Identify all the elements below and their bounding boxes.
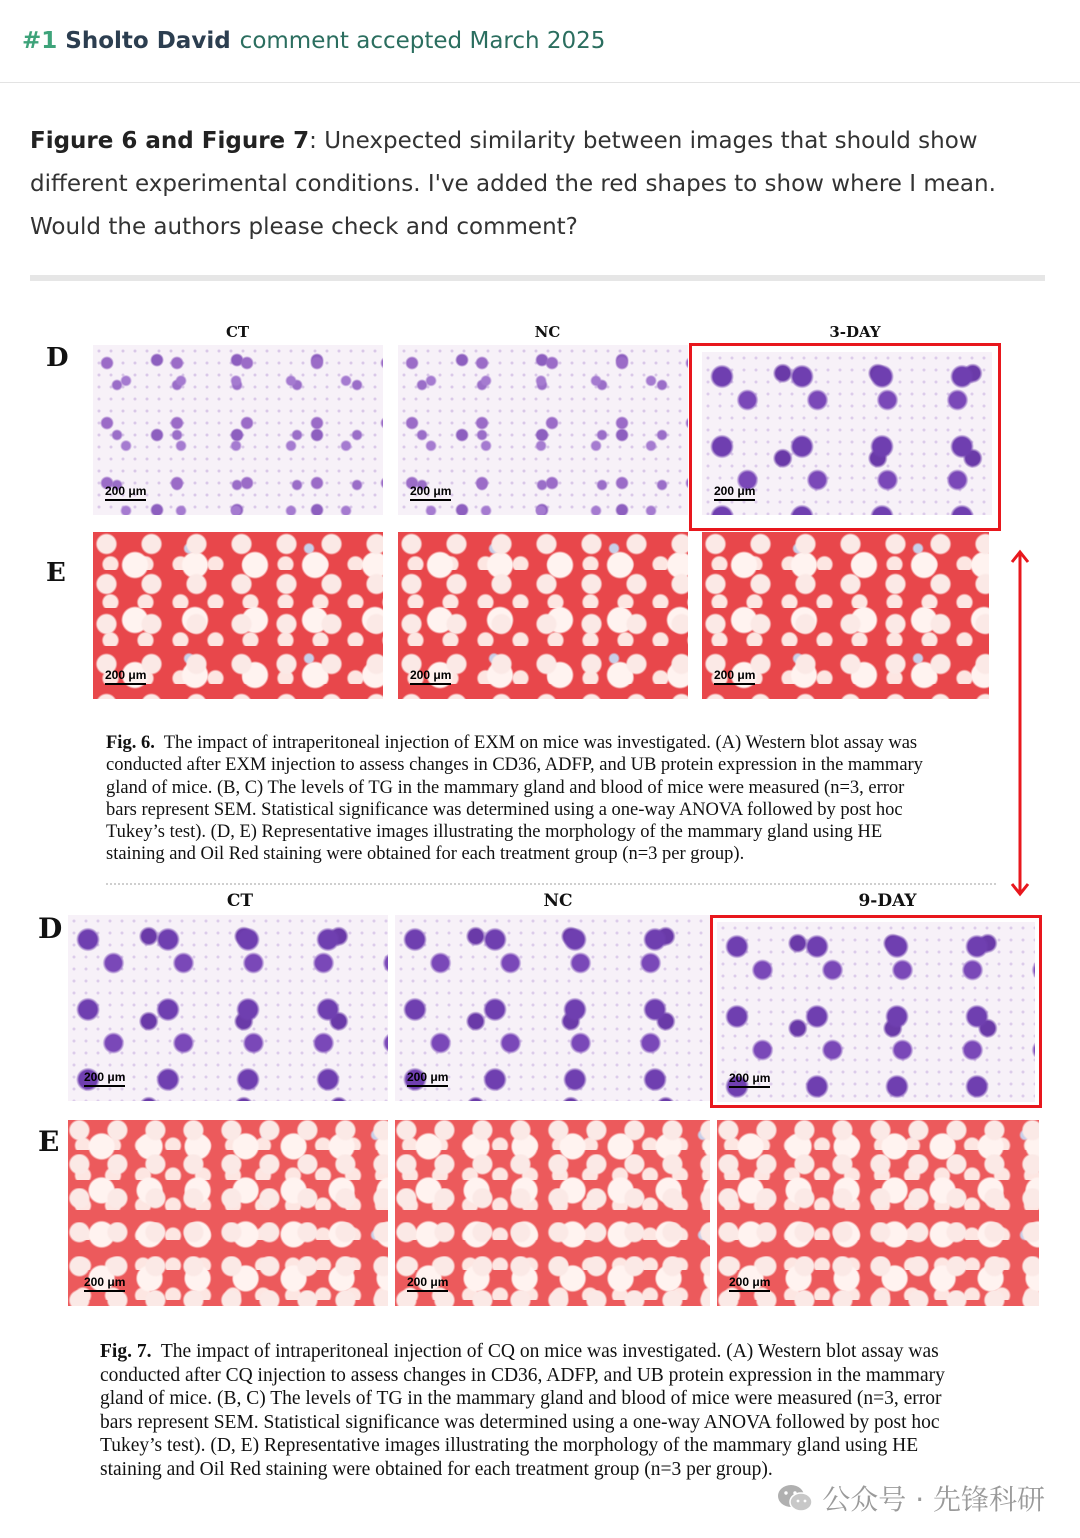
comment-author[interactable]: Sholto David [65, 28, 231, 54]
figure-separator [106, 883, 996, 885]
fig6-col-ct: CT [225, 323, 250, 341]
fig7-oil-9day [717, 1120, 1039, 1306]
fig6-oil-nc [398, 532, 688, 699]
fig7-caption-line: staining and Oil Red staining were obtained for each treatment group (n=3 per group). [100, 1458, 773, 1480]
fig7-he-nc [395, 915, 710, 1101]
fig7-he-ct [68, 915, 388, 1101]
comment-text: : Unexpected similarity between images that should show different experimental conditions. I've added the red shapes to show where I mean. Would the authors please check and comment? [30, 128, 996, 240]
fig6-row-e-label: E [46, 558, 66, 588]
fig7-caption-line: conducted after CQ injection to assess changes in CD36, ADFP, and UB protein expression in the mammary [100, 1364, 945, 1386]
fig7-caption-label: Fig. 7. [100, 1341, 152, 1362]
fig6-oil-ct [93, 532, 383, 699]
scale-bar: 200 μm [407, 1070, 448, 1087]
fig6-he-ct [93, 345, 383, 515]
fig7-col-ct: CT [226, 891, 254, 911]
fig7-caption [100, 1340, 1040, 1482]
fig6-caption-line: Tukey’s test). (D, E) Representative images illustrating the morphology of the mammary gland using HE [106, 822, 883, 843]
watermark-text: 公众号 · 先锋科研 [822, 1483, 1045, 1516]
fig6-caption-line: staining and Oil Red staining were obtained for each treatment group (n=3 per group). [106, 844, 745, 865]
fig7-oil-nc [395, 1120, 710, 1306]
comment-header [0, 0, 1080, 83]
scale-bar: 200 μm [84, 1275, 125, 1292]
highlight-box-fig7 [710, 915, 1042, 1108]
comment-body [30, 120, 1030, 249]
comment-status: comment accepted March 2025 [239, 28, 606, 54]
fig6-he-nc [398, 345, 688, 515]
scale-bar: 200 μm [84, 1070, 125, 1087]
fig6-caption-line: gland of mice. (B, C) The levels of TG in the mammary gland and blood of mice were measured (n=3, error [106, 777, 905, 798]
fig7-col-nc: NC [543, 891, 573, 911]
scale-bar: 200 μm [410, 484, 451, 501]
scale-bar: 200 μm [105, 668, 146, 685]
double-arrow-icon [1010, 548, 1030, 898]
fig7-row-d-label: D [38, 912, 63, 945]
fig7-oil-ct [68, 1120, 388, 1306]
watermark [776, 1478, 1045, 1518]
fig7-col-9day: 9-DAY [858, 891, 917, 911]
divider [30, 275, 1045, 281]
scale-bar: 200 μm [729, 1275, 770, 1292]
fig7-caption-line: The impact of intraperitoneal injection of CQ on mice was investigated. (A) Western blot assay was [160, 1341, 939, 1362]
comment-lead: Figure 6 and Figure 7 [30, 128, 310, 154]
scale-bar: 200 μm [714, 484, 755, 501]
fig6-row-d-label: D [46, 343, 69, 373]
fig6-caption-label: Fig. 6. [106, 733, 155, 753]
fig6-col-3day: 3-DAY [829, 323, 881, 341]
fig6-caption-line: The impact of intraperitoneal injection of EXM on mice was investigated. (A) Western blot assay was [163, 733, 918, 753]
scale-bar: 200 μm [105, 484, 146, 501]
fig7-caption-line: gland of mice. (B, C) The levels of TG in the mammary gland and blood of mice were measured (n=3, error [100, 1388, 942, 1410]
comment-number[interactable]: #1 [22, 28, 58, 54]
scale-bar: 200 μm [729, 1071, 770, 1088]
fig7-caption-line: bars represent SEM. Statistical significance was determined using a one-way ANOVA followed by post hoc [100, 1411, 940, 1433]
fig7-row-e-label: E [38, 1125, 60, 1158]
fig6-caption-line: conducted after EXM injection to assess changes in CD36, ADFP, and UB protein expression in the mammary [106, 755, 923, 776]
fig6-caption [106, 732, 1006, 866]
wechat-icon [776, 1483, 814, 1513]
scale-bar: 200 μm [410, 668, 451, 685]
fig6-caption-line: bars represent SEM. Statistical significance was determined using a one-way ANOVA followed by post hoc [106, 799, 903, 820]
scale-bar: 200 μm [714, 668, 755, 685]
highlight-box-fig6 [689, 343, 1001, 531]
fig6-col-nc: NC [534, 323, 561, 341]
fig6-oil-3day [702, 532, 989, 699]
scale-bar: 200 μm [407, 1275, 448, 1292]
fig7-caption-line: Tukey’s test). (D, E) Representative images illustrating the morphology of the mammary gland using HE [100, 1435, 919, 1457]
